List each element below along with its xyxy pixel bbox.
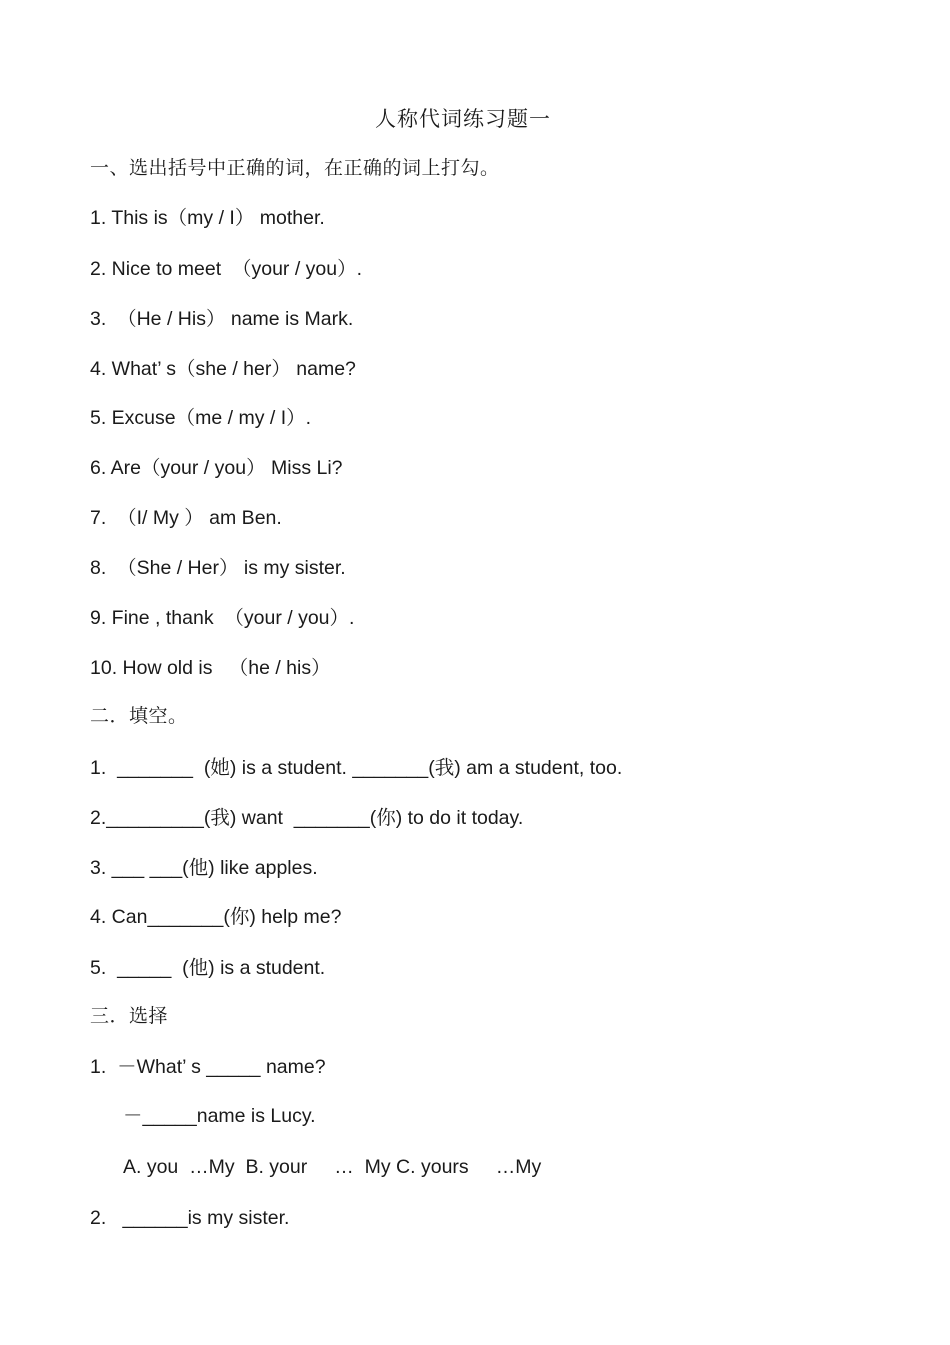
section-3-q1-options: A. you …My B. your … My C. yours …My <box>123 1156 542 1178</box>
section-1-item-7: 7. （I/ My ） am Ben. <box>90 507 282 529</box>
section-1-item-8: 8. （She / Her） is my sister. <box>90 557 346 579</box>
section-3-heading: 三．选择 <box>90 1005 169 1027</box>
section-1-item-4: 4. What’ s（she / her） name? <box>90 358 356 380</box>
section-2-item-4: 4. Can_______(你) help me? <box>90 906 342 928</box>
section-1-item-5: 5. Excuse（me / my / I）. <box>90 407 312 429</box>
section-1-item-9: 9. Fine , thank （your / you）. <box>90 607 355 629</box>
section-1-item-6: 6. Are（your / you） Miss Li? <box>90 457 343 479</box>
section-1-item-3: 3. （He / His） name is Mark. <box>90 308 354 330</box>
section-1-heading: 一、选出括号中正确的词，在正确的词上打勾。 <box>90 157 500 179</box>
section-2-item-5: 5. _____ (他) is a student. <box>90 957 326 979</box>
section-1-item-2: 2. Nice to meet （your / you）. <box>90 258 363 280</box>
page-title: 人称代词练习题一 <box>375 107 551 131</box>
section-1-item-10: 10. How old is （he / his） <box>90 657 331 679</box>
section-2-item-2: 2._________(我) want _______(你) to do it today. <box>90 807 524 829</box>
section-2-item-3: 3. ___ ___(他) like apples. <box>90 857 318 879</box>
section-3-q1-question: 1. －What’ s _____ name? <box>90 1056 326 1078</box>
section-2-heading: 二．填空。 <box>90 705 188 727</box>
section-3-q1-answer: －_____name is Lucy. <box>123 1105 316 1127</box>
section-1-item-1: 1. This is（my / I） mother. <box>90 207 325 229</box>
section-2-item-1: 1. _______ (她) is a student. _______(我) am a student, too. <box>90 757 623 779</box>
section-3-q2-question: 2. ______is my sister. <box>90 1207 290 1229</box>
